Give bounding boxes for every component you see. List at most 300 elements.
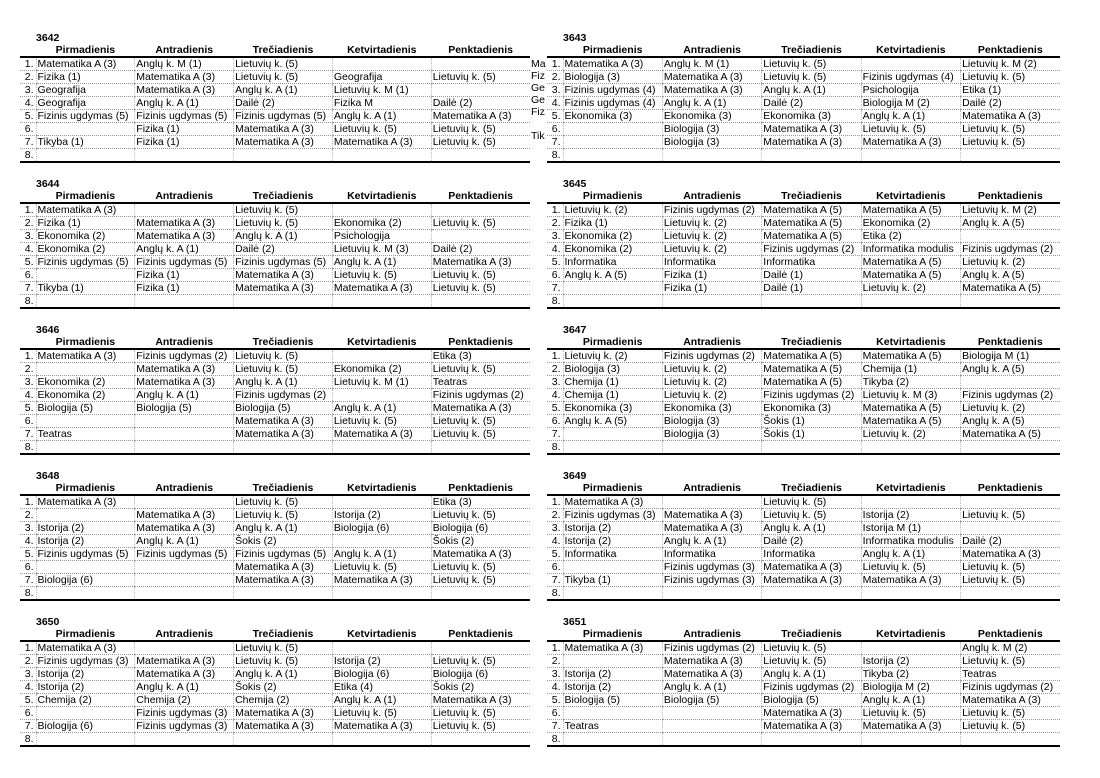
timetable-3648 [20, 470, 530, 601]
lesson-cell: Anglų k. A (1) [332, 694, 431, 707]
lesson-cell: Lietuvių k. M (2) [961, 203, 1060, 217]
lesson-cell [662, 733, 761, 747]
lesson-cell [563, 587, 662, 601]
lesson-cell: Lietuvių k. (5) [234, 71, 333, 84]
lesson-cell [662, 720, 761, 733]
lesson-cell: Anglų k. M (1) [135, 57, 234, 71]
lesson-cell: Dailė (2) [961, 97, 1060, 110]
lesson-cell [332, 349, 431, 363]
lesson-cell: Biologija (5) [563, 694, 662, 707]
table-row [547, 97, 1060, 110]
lesson-cell [135, 641, 234, 655]
lesson-number: 2. [547, 655, 563, 668]
lesson-cell: Anglų k. M (1) [662, 57, 761, 71]
lesson-cell: Chemija (1) [563, 389, 662, 402]
timetable-3647 [547, 324, 1060, 455]
lesson-cell: Matematika A (3) [332, 282, 431, 295]
lesson-cell [36, 561, 135, 574]
table-row [20, 495, 530, 509]
lesson-cell: Fizinis ugdymas (5) [135, 256, 234, 269]
lesson-cell [662, 149, 761, 163]
table-row [20, 441, 530, 455]
lesson-cell: Ekonomika (3) [762, 110, 861, 123]
lesson-cell [861, 733, 960, 747]
lesson-cell: Anglų k. A (5) [961, 217, 1060, 230]
lesson-cell: Lietuvių k. (5) [961, 123, 1060, 136]
lesson-cell: Matematika A (3) [36, 57, 135, 71]
lesson-cell: Šokis (1) [762, 415, 861, 428]
day-header: Pirmadienis [36, 482, 135, 495]
lesson-number: 8. [547, 441, 563, 455]
lesson-cell: Matematika A (5) [861, 203, 960, 217]
lesson-cell [563, 136, 662, 149]
lesson-cell [762, 441, 861, 455]
day-header: Ketvirtadienis [861, 628, 960, 641]
lesson-number-header [20, 44, 36, 57]
clipped-cell [531, 118, 547, 130]
lesson-number: 1. [547, 349, 563, 363]
table-row [547, 203, 1060, 217]
lesson-cell: Matematika A (5) [861, 402, 960, 415]
lesson-cell: Ekonomika (2) [36, 376, 135, 389]
lesson-cell: Biologija (6) [431, 668, 530, 681]
table-row [547, 217, 1060, 230]
lesson-number: 4. [20, 243, 36, 256]
lesson-cell: Geografija [332, 71, 431, 84]
lesson-cell: Fizinis ugdymas (2) [431, 389, 530, 402]
lesson-cell: Lietuvių k. (5) [762, 509, 861, 522]
lesson-number-header [20, 482, 36, 495]
lesson-number: 5. [547, 694, 563, 707]
lesson-cell: Dailė (1) [762, 282, 861, 295]
lesson-cell: Lietuvių k. (2) [961, 256, 1060, 269]
lesson-cell: Fizinis ugdymas (2) [961, 389, 1060, 402]
lesson-cell: Fizinis ugdymas (2) [961, 243, 1060, 256]
lesson-cell: Ekonomika (2) [563, 243, 662, 256]
lesson-cell: Matematika A (3) [135, 84, 234, 97]
lesson-cell: Anglų k. A (1) [762, 522, 861, 535]
lesson-cell: Dailė (1) [762, 269, 861, 282]
lesson-cell [36, 707, 135, 720]
day-header: Ketvirtadienis [861, 482, 960, 495]
lesson-number: 1. [547, 495, 563, 509]
lesson-cell: Fizika M [332, 97, 431, 110]
lesson-number: 4. [547, 535, 563, 548]
lesson-cell: Lietuvių k. (5) [431, 269, 530, 282]
table-row [20, 269, 530, 282]
lesson-number: 7. [20, 720, 36, 733]
table-row [547, 694, 1060, 707]
clipped-cell: Ma [531, 58, 546, 70]
lesson-cell: Matematika A (3) [762, 574, 861, 587]
lesson-cell [861, 495, 960, 509]
day-header: Antradienis [662, 190, 761, 203]
lesson-cell: Lietuvių k. (5) [234, 217, 333, 230]
lesson-cell: Lietuvių k. (5) [234, 363, 333, 376]
table-row [20, 376, 530, 389]
lesson-number: 1. [20, 495, 36, 509]
lesson-number: 5. [20, 402, 36, 415]
lesson-cell [234, 149, 333, 163]
lesson-number: 4. [20, 389, 36, 402]
lesson-cell: Matematika A (3) [662, 71, 761, 84]
lesson-number: 2. [20, 71, 36, 84]
lesson-cell: Matematika A (5) [762, 363, 861, 376]
lesson-cell: Biologija M (1) [961, 349, 1060, 363]
table-row [547, 668, 1060, 681]
lesson-cell [135, 441, 234, 455]
lesson-cell [563, 282, 662, 295]
class-title: 3651 [563, 616, 587, 628]
table-row [20, 641, 530, 655]
lesson-cell: Biologija (6) [332, 668, 431, 681]
lesson-cell: Tikyba (1) [563, 574, 662, 587]
lesson-cell [563, 149, 662, 163]
lesson-cell [662, 495, 761, 509]
class-title: 3650 [36, 616, 60, 628]
day-header: Trečiadienis [762, 482, 861, 495]
lesson-cell [234, 295, 333, 309]
lesson-cell: Lietuvių k. (5) [762, 71, 861, 84]
table-row [20, 97, 530, 110]
day-header: Ketvirtadienis [332, 628, 431, 641]
day-header: Trečiadienis [762, 44, 861, 57]
day-header: Penktadienis [961, 336, 1060, 349]
lesson-cell: Fizinis ugdymas (2) [762, 243, 861, 256]
lesson-cell: Matematika A (5) [861, 415, 960, 428]
table-row [20, 363, 530, 376]
table-row [20, 668, 530, 681]
class-title: 3647 [563, 324, 587, 336]
timetable-3651 [547, 616, 1060, 747]
lesson-cell: Ekonomika (2) [332, 217, 431, 230]
lesson-cell: Informatika modulis [861, 243, 960, 256]
lesson-cell: Lietuvių k. (5) [961, 71, 1060, 84]
lesson-cell: Matematika A (3) [431, 694, 530, 707]
table-row [547, 282, 1060, 295]
lesson-number: 7. [20, 136, 36, 149]
table-row [547, 681, 1060, 694]
lesson-cell: Matematika A (3) [861, 574, 960, 587]
lesson-cell [662, 441, 761, 455]
table-row [20, 694, 530, 707]
lesson-cell [961, 376, 1060, 389]
lesson-cell: Istorija (2) [332, 509, 431, 522]
lesson-number: 8. [20, 295, 36, 309]
lesson-cell: Lietuvių k. (5) [861, 561, 960, 574]
lesson-cell: Anglų k. A (5) [961, 415, 1060, 428]
lesson-cell [135, 495, 234, 509]
lesson-cell: Lietuvių k. (5) [961, 720, 1060, 733]
lesson-cell [36, 149, 135, 163]
lesson-number: 1. [547, 203, 563, 217]
lesson-cell: Matematika A (3) [135, 522, 234, 535]
lesson-cell: Matematika A (3) [762, 561, 861, 574]
lesson-cell: Fizinis ugdymas (5) [234, 548, 333, 561]
lesson-cell [861, 295, 960, 309]
lesson-cell: Matematika A (5) [762, 349, 861, 363]
lesson-cell: Teatras [36, 428, 135, 441]
timetable-3649 [547, 470, 1060, 601]
lesson-cell: Biologija (5) [36, 402, 135, 415]
lesson-cell: Fizinis ugdymas (2) [662, 203, 761, 217]
lesson-cell: Geografija [36, 97, 135, 110]
lesson-cell: Fizinis ugdymas (5) [36, 548, 135, 561]
lesson-number: 4. [20, 97, 36, 110]
lesson-cell: Lietuvių k. (5) [234, 509, 333, 522]
lesson-cell: Lietuvių k. (5) [961, 655, 1060, 668]
table-row [20, 415, 530, 428]
lesson-number: 4. [547, 97, 563, 110]
lesson-cell [36, 295, 135, 309]
day-header: Trečiadienis [762, 336, 861, 349]
lesson-number: 2. [547, 509, 563, 522]
lesson-cell: Ekonomika (3) [662, 110, 761, 123]
lesson-cell: Chemija (2) [135, 694, 234, 707]
table-row [20, 548, 530, 561]
table-row [547, 57, 1060, 71]
lesson-cell: Etika (3) [431, 495, 530, 509]
lesson-cell: Informatika modulis [861, 535, 960, 548]
lesson-cell: Matematika A (3) [431, 548, 530, 561]
day-header: Ketvirtadienis [861, 190, 960, 203]
lesson-cell [762, 149, 861, 163]
lesson-number: 6. [20, 269, 36, 282]
lesson-number: 3. [547, 84, 563, 97]
table-row [547, 123, 1060, 136]
lesson-cell: Teatras [563, 720, 662, 733]
table-row [20, 655, 530, 668]
lesson-number: 7. [547, 574, 563, 587]
day-header: Penktadienis [961, 44, 1060, 57]
class-title: 3646 [36, 324, 60, 336]
lesson-cell: Geografija [36, 84, 135, 97]
lesson-cell: Matematika A (5) [762, 230, 861, 243]
lesson-cell: Matematika A (3) [861, 136, 960, 149]
lesson-cell: Matematika A (3) [961, 110, 1060, 123]
lesson-cell: Šokis (1) [762, 428, 861, 441]
lesson-cell: Anglų k. A (1) [861, 694, 960, 707]
lesson-cell: Biologija (3) [563, 363, 662, 376]
lesson-cell: Anglų k. A (1) [861, 548, 960, 561]
table-row [547, 230, 1060, 243]
lesson-cell: Ekonomika (2) [861, 217, 960, 230]
lesson-cell: Lietuvių k. (5) [332, 269, 431, 282]
lesson-cell: Matematika A (3) [961, 694, 1060, 707]
lesson-cell: Fizinis ugdymas (2) [234, 389, 333, 402]
lesson-cell: Fizinis ugdymas (3) [662, 574, 761, 587]
lesson-cell: Anglų k. A (1) [135, 389, 234, 402]
lesson-cell: Matematika A (5) [762, 376, 861, 389]
table-row [20, 574, 530, 587]
lesson-cell: Lietuvių k. M (3) [332, 243, 431, 256]
lesson-cell [332, 495, 431, 509]
day-header: Pirmadienis [563, 190, 662, 203]
lesson-cell [36, 363, 135, 376]
timetable-3643 [547, 32, 1060, 163]
timetable-3646 [20, 324, 530, 455]
day-header: Antradienis [135, 44, 234, 57]
lesson-cell: Anglų k. A (1) [762, 668, 861, 681]
lesson-cell: Anglų k. A (1) [234, 376, 333, 389]
lesson-cell: Ekonomika (2) [563, 230, 662, 243]
clipped-cell: Tik [531, 130, 545, 142]
lesson-cell: Lietuvių k. M (2) [961, 57, 1060, 71]
lesson-cell: Lietuvių k. (5) [861, 123, 960, 136]
table-row [547, 269, 1060, 282]
lesson-number-header [547, 336, 563, 349]
lesson-cell: Fizinis ugdymas (5) [234, 256, 333, 269]
lesson-number: 7. [20, 282, 36, 295]
schedule-table [547, 336, 1060, 455]
lesson-cell [234, 733, 333, 747]
lesson-cell: Matematika A (3) [135, 71, 234, 84]
lesson-cell: Biologija (3) [662, 415, 761, 428]
day-header: Pirmadienis [563, 336, 662, 349]
lesson-cell: Fizinis ugdymas (2) [961, 681, 1060, 694]
lesson-cell: Matematika A (3) [234, 707, 333, 720]
lesson-cell [36, 415, 135, 428]
table-row [547, 548, 1060, 561]
lesson-cell: Istorija (2) [861, 509, 960, 522]
lesson-cell: Biologija M (2) [861, 681, 960, 694]
day-header: Trečiadienis [234, 336, 333, 349]
table-row [547, 84, 1060, 97]
lesson-cell: Ekonomika (2) [36, 389, 135, 402]
table-row [547, 149, 1060, 163]
class-title: 3649 [563, 470, 587, 482]
day-header: Trečiadienis [762, 628, 861, 641]
lesson-cell: Lietuvių k. (5) [332, 415, 431, 428]
table-row [20, 217, 530, 230]
lesson-cell: Biologija (6) [332, 522, 431, 535]
lesson-cell: Anglų k. A (5) [563, 415, 662, 428]
lesson-cell: Anglų k. A (5) [961, 363, 1060, 376]
lesson-cell: Matematika A (3) [762, 136, 861, 149]
lesson-cell [431, 295, 530, 309]
lesson-cell [332, 389, 431, 402]
day-header: Ketvirtadienis [332, 44, 431, 57]
lesson-number: 2. [20, 217, 36, 230]
lesson-cell: Chemija (1) [861, 363, 960, 376]
lesson-cell: Informatika [563, 256, 662, 269]
lesson-cell [135, 203, 234, 217]
lesson-cell: Matematika A (3) [234, 574, 333, 587]
lesson-cell: Fizinis ugdymas (3) [135, 707, 234, 720]
lesson-number: 5. [547, 110, 563, 123]
lesson-cell [332, 535, 431, 548]
lesson-number-header [20, 336, 36, 349]
lesson-cell: Lietuvių k. (5) [332, 561, 431, 574]
lesson-cell: Tikyba (2) [861, 668, 960, 681]
schedule-table [20, 190, 530, 309]
lesson-cell: Matematika A (3) [234, 720, 333, 733]
lesson-cell: Lietuvių k. (5) [234, 655, 333, 668]
lesson-cell: Biologija (5) [135, 402, 234, 415]
lesson-cell: Anglų k. A (1) [135, 535, 234, 548]
clipped-cell [531, 142, 547, 154]
lesson-cell: Lietuvių k. (5) [431, 415, 530, 428]
table-row [20, 587, 530, 601]
lesson-number: 6. [547, 269, 563, 282]
lesson-cell: Istorija (2) [861, 655, 960, 668]
lesson-cell [36, 123, 135, 136]
lesson-cell [36, 269, 135, 282]
lesson-cell: Anglų k. A (1) [234, 230, 333, 243]
lesson-cell: Matematika A (3) [563, 641, 662, 655]
lesson-number: 5. [547, 402, 563, 415]
lesson-cell [431, 230, 530, 243]
lesson-cell: Lietuvių k. (2) [961, 402, 1060, 415]
lesson-cell: Ekonomika (2) [36, 230, 135, 243]
lesson-number-header [547, 628, 563, 641]
lesson-number: 3. [547, 668, 563, 681]
lesson-cell: Anglų k. A (1) [332, 548, 431, 561]
lesson-cell: Fizika (1) [36, 71, 135, 84]
lesson-cell [135, 149, 234, 163]
clipped-overflow-text [531, 58, 547, 154]
day-header: Ketvirtadienis [861, 44, 960, 57]
lesson-cell: Fizinis ugdymas (4) [563, 97, 662, 110]
lesson-number-header [547, 190, 563, 203]
lesson-cell: Anglų k. A (1) [135, 97, 234, 110]
lesson-cell: Fizika (1) [36, 217, 135, 230]
lesson-cell: Matematika A (3) [36, 641, 135, 655]
day-header: Pirmadienis [36, 190, 135, 203]
lesson-cell [961, 522, 1060, 535]
schedule-table [547, 190, 1060, 309]
lesson-cell [563, 733, 662, 747]
lesson-cell: Matematika A (3) [332, 136, 431, 149]
lesson-cell: Fizinis ugdymas (3) [135, 720, 234, 733]
table-row [20, 84, 530, 97]
lesson-cell: Šokis (2) [431, 535, 530, 548]
lesson-cell: Matematika A (3) [762, 720, 861, 733]
lesson-cell [36, 441, 135, 455]
lesson-cell: Biologija (3) [662, 428, 761, 441]
lesson-number: 1. [547, 57, 563, 71]
lesson-number: 1. [20, 349, 36, 363]
lesson-cell: Matematika A (3) [332, 428, 431, 441]
lesson-cell: Lietuvių k. (2) [662, 389, 761, 402]
lesson-cell [762, 733, 861, 747]
lesson-cell [234, 441, 333, 455]
day-header: Penktadienis [961, 482, 1060, 495]
lesson-cell: Etika (1) [961, 84, 1060, 97]
lesson-cell: Fizinis ugdymas (5) [135, 548, 234, 561]
lesson-number: 6. [547, 123, 563, 136]
lesson-cell: Biologija (5) [234, 402, 333, 415]
table-row [547, 71, 1060, 84]
lesson-cell: Matematika A (3) [662, 668, 761, 681]
clipped-cell: Fiz [531, 106, 545, 118]
lesson-cell: Informatika [762, 548, 861, 561]
lesson-cell: Istorija (2) [36, 668, 135, 681]
schedule-table [20, 44, 530, 163]
lesson-cell: Matematika A (3) [234, 136, 333, 149]
class-title: 3648 [36, 470, 60, 482]
lesson-cell [861, 587, 960, 601]
lesson-cell [135, 587, 234, 601]
lesson-cell [135, 733, 234, 747]
table-row [20, 57, 530, 71]
lesson-cell: Lietuvių k. (5) [431, 363, 530, 376]
lesson-cell: Lietuvių k. (5) [332, 123, 431, 136]
lesson-number: 6. [547, 707, 563, 720]
lesson-cell: Lietuvių k. (5) [762, 641, 861, 655]
lesson-cell: Matematika A (3) [234, 269, 333, 282]
table-row [547, 136, 1060, 149]
